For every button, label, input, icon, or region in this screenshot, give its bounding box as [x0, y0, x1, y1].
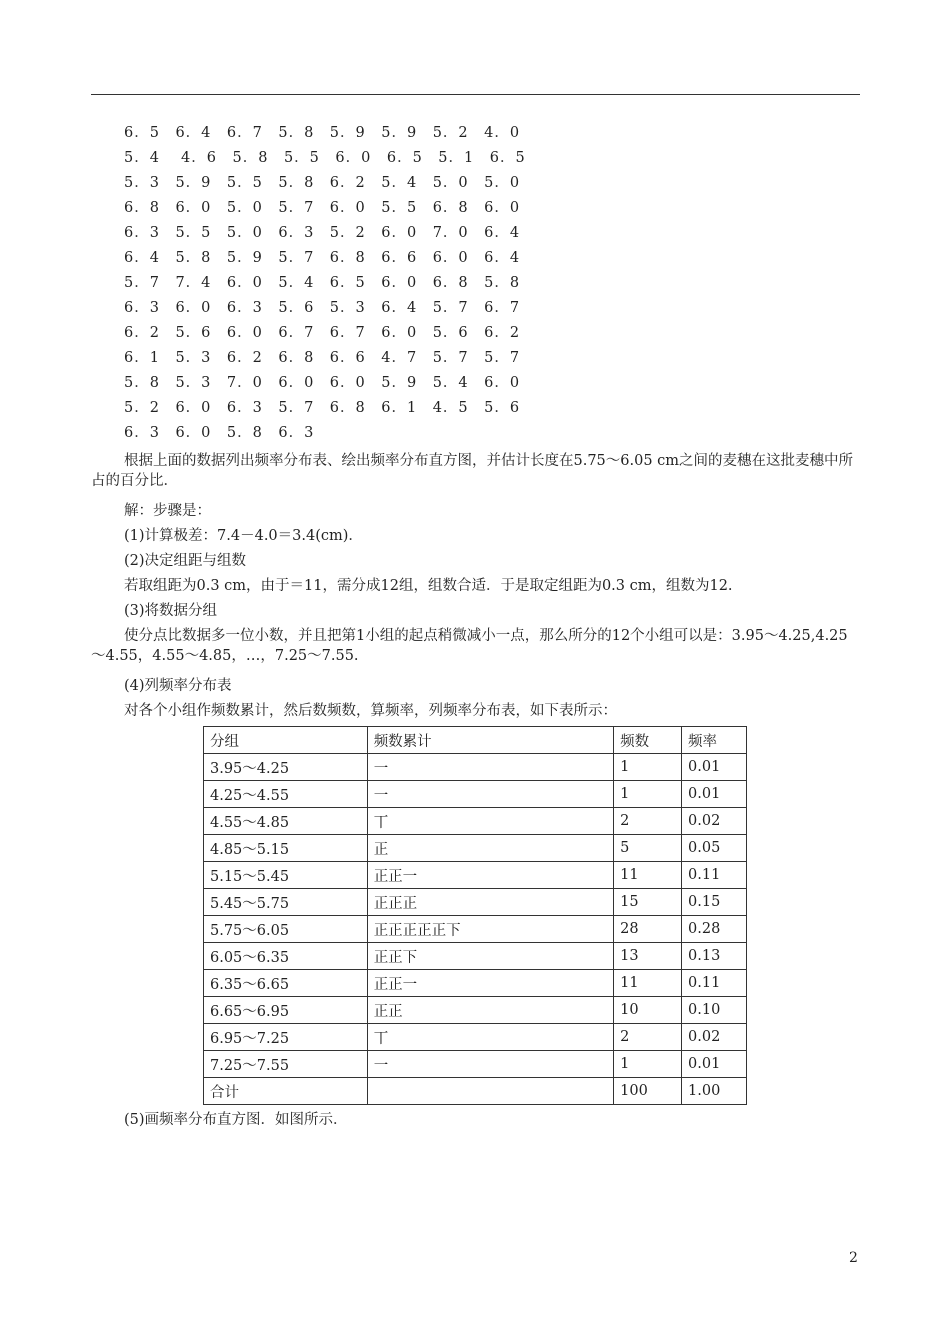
header-rule [91, 94, 860, 95]
freq-cell: 0.11 [682, 862, 747, 889]
group-cell: 4.55～4.85 [204, 808, 368, 835]
count-cell: 28 [614, 916, 682, 943]
table-row [204, 1051, 747, 1078]
table-row [204, 889, 747, 916]
data-row: 6．3 6．0 6．3 5．6 5．3 6．4 5．7 6．7 [124, 300, 521, 316]
count-cell: 11 [614, 862, 682, 889]
freq-cell: 0.10 [682, 997, 747, 1024]
tally-cell: 一 [367, 1051, 613, 1078]
count-cell: 2 [614, 1024, 682, 1051]
group-cell: 5.45～5.75 [204, 889, 368, 916]
table-row [204, 943, 747, 970]
count-cell: 1 [614, 754, 682, 781]
group-cell: 6.95～7.25 [204, 1024, 368, 1051]
group-cell: 5.75～6.05 [204, 916, 368, 943]
tally-cell: 正正正正正下 [367, 916, 613, 943]
table-row [204, 781, 747, 808]
step4: (4)列频率分布表 [124, 678, 232, 694]
data-row: 6．8 6．0 5．0 5．7 6．0 5．5 6．8 6．0 [124, 200, 521, 216]
table-row [204, 997, 747, 1024]
table-row [204, 862, 747, 889]
freq-cell: 0.13 [682, 943, 747, 970]
freq-cell: 0.01 [682, 781, 747, 808]
step2: (2)决定组距与组数 [124, 553, 247, 569]
count-cell: 10 [614, 997, 682, 1024]
column-header: 频数 [614, 727, 682, 754]
tally-cell: 丅 [367, 808, 613, 835]
step5: (5)画频率分布直方图．如图所示． [124, 1112, 348, 1128]
data-row: 5．4 4．6 5．8 5．5 6．0 6．5 5．1 6．5 [124, 150, 526, 166]
data-row: 5．8 5．3 7．0 6．0 6．0 5．9 5．4 6．0 [124, 375, 521, 391]
freq-cell: 0.02 [682, 1024, 747, 1051]
count-cell: 13 [614, 943, 682, 970]
group-cell: 合计 [204, 1078, 368, 1105]
step2-detail: 若取组距为0.3 cm，由于＝11，需分成12组，组数合适．于是取定组距为0.3 cm，组数为12. [124, 578, 733, 594]
solution-intro: 解：步骤是： [124, 503, 211, 519]
count-cell: 5 [614, 835, 682, 862]
freq-cell: 0.15 [682, 889, 747, 916]
step3: (3)将数据分组 [124, 603, 218, 619]
step3-detail: 使分点比数据多一位小数，并且把第1小组的起点稍微减小一点，那么所分的12个小组可以是：3.95～4.25,4.25～4.55，4.55～4.85，…，7.25～7.55. [91, 628, 848, 664]
tally-cell: 正正正 [367, 889, 613, 916]
data-row: 5．7 7．4 6．0 5．4 6．5 6．0 6．8 5．8 [124, 275, 521, 291]
data-row: 6．3 6．0 5．8 6．3 [124, 425, 315, 441]
data-row: 6．4 5．8 5．9 5．7 6．8 6．6 6．0 6．4 [124, 250, 521, 266]
tally-cell: 正 [367, 835, 613, 862]
group-cell: 3.95～4.25 [204, 754, 368, 781]
table-row [204, 754, 747, 781]
freq-cell: 0.11 [682, 970, 747, 997]
table-row [204, 808, 747, 835]
freq-cell: 0.05 [682, 835, 747, 862]
step1: (1)计算极差：7.4－4.0＝3.4(cm)． [124, 528, 363, 544]
tally-cell: 正正一 [367, 862, 613, 889]
group-cell: 4.85～5.15 [204, 835, 368, 862]
tally-cell: 一 [367, 781, 613, 808]
tally-cell: 正正 [367, 997, 613, 1024]
data-row: 6．1 5．3 6．2 6．8 6．6 4．7 5．7 5．7 [124, 350, 521, 366]
table-header-row [204, 727, 747, 754]
table-row [204, 1024, 747, 1051]
freq-cell: 1.00 [682, 1078, 747, 1105]
group-cell: 6.35～6.65 [204, 970, 368, 997]
count-cell: 1 [614, 781, 682, 808]
frequency-table [203, 726, 747, 1105]
tally-cell: 一 [367, 754, 613, 781]
group-cell: 6.65～6.95 [204, 997, 368, 1024]
freq-cell: 0.01 [682, 754, 747, 781]
freq-cell: 0.28 [682, 916, 747, 943]
question-paragraph: 根据上面的数据列出频率分布表、绘出频率分布直方图，并估计长度在5.75～6.05 cm之间的麦穗在这批麦穗中所占的百分比． [91, 453, 854, 489]
step4-detail: 对各个小组作频数累计，然后数频数，算频率，列频率分布表，如下表所示： [124, 703, 617, 719]
group-cell: 4.25～4.55 [204, 781, 368, 808]
page-number: 2 [849, 1250, 858, 1266]
data-row: 6．2 5．6 6．0 6．7 6．7 6．0 5．6 6．2 [124, 325, 521, 341]
freq-cell: 0.01 [682, 1051, 747, 1078]
data-row: 5．2 6．0 6．3 5．7 6．8 6．1 4．5 5．6 [124, 400, 521, 416]
column-header: 频数累计 [367, 727, 613, 754]
freq-cell: 0.02 [682, 808, 747, 835]
table-row [204, 835, 747, 862]
count-cell: 15 [614, 889, 682, 916]
group-cell: 5.15～5.45 [204, 862, 368, 889]
table-row [204, 970, 747, 997]
count-cell: 1 [614, 1051, 682, 1078]
count-cell: 11 [614, 970, 682, 997]
data-row: 6．5 6．4 6．7 5．8 5．9 5．9 5．2 4．0 [124, 125, 521, 141]
group-cell: 7.25～7.55 [204, 1051, 368, 1078]
table-row [204, 916, 747, 943]
count-cell: 100 [614, 1078, 682, 1105]
table-row [204, 1078, 747, 1105]
count-cell: 2 [614, 808, 682, 835]
column-header: 分组 [204, 727, 368, 754]
data-row: 5．3 5．9 5．5 5．8 6．2 5．4 5．0 5．0 [124, 175, 521, 191]
data-row: 6．3 5．5 5．0 6．3 5．2 6．0 7．0 6．4 [124, 225, 521, 241]
tally-cell: 正正一 [367, 970, 613, 997]
column-header: 频率 [682, 727, 747, 754]
group-cell: 6.05～6.35 [204, 943, 368, 970]
tally-cell [367, 1078, 613, 1105]
tally-cell: 正正下 [367, 943, 613, 970]
tally-cell: 丅 [367, 1024, 613, 1051]
